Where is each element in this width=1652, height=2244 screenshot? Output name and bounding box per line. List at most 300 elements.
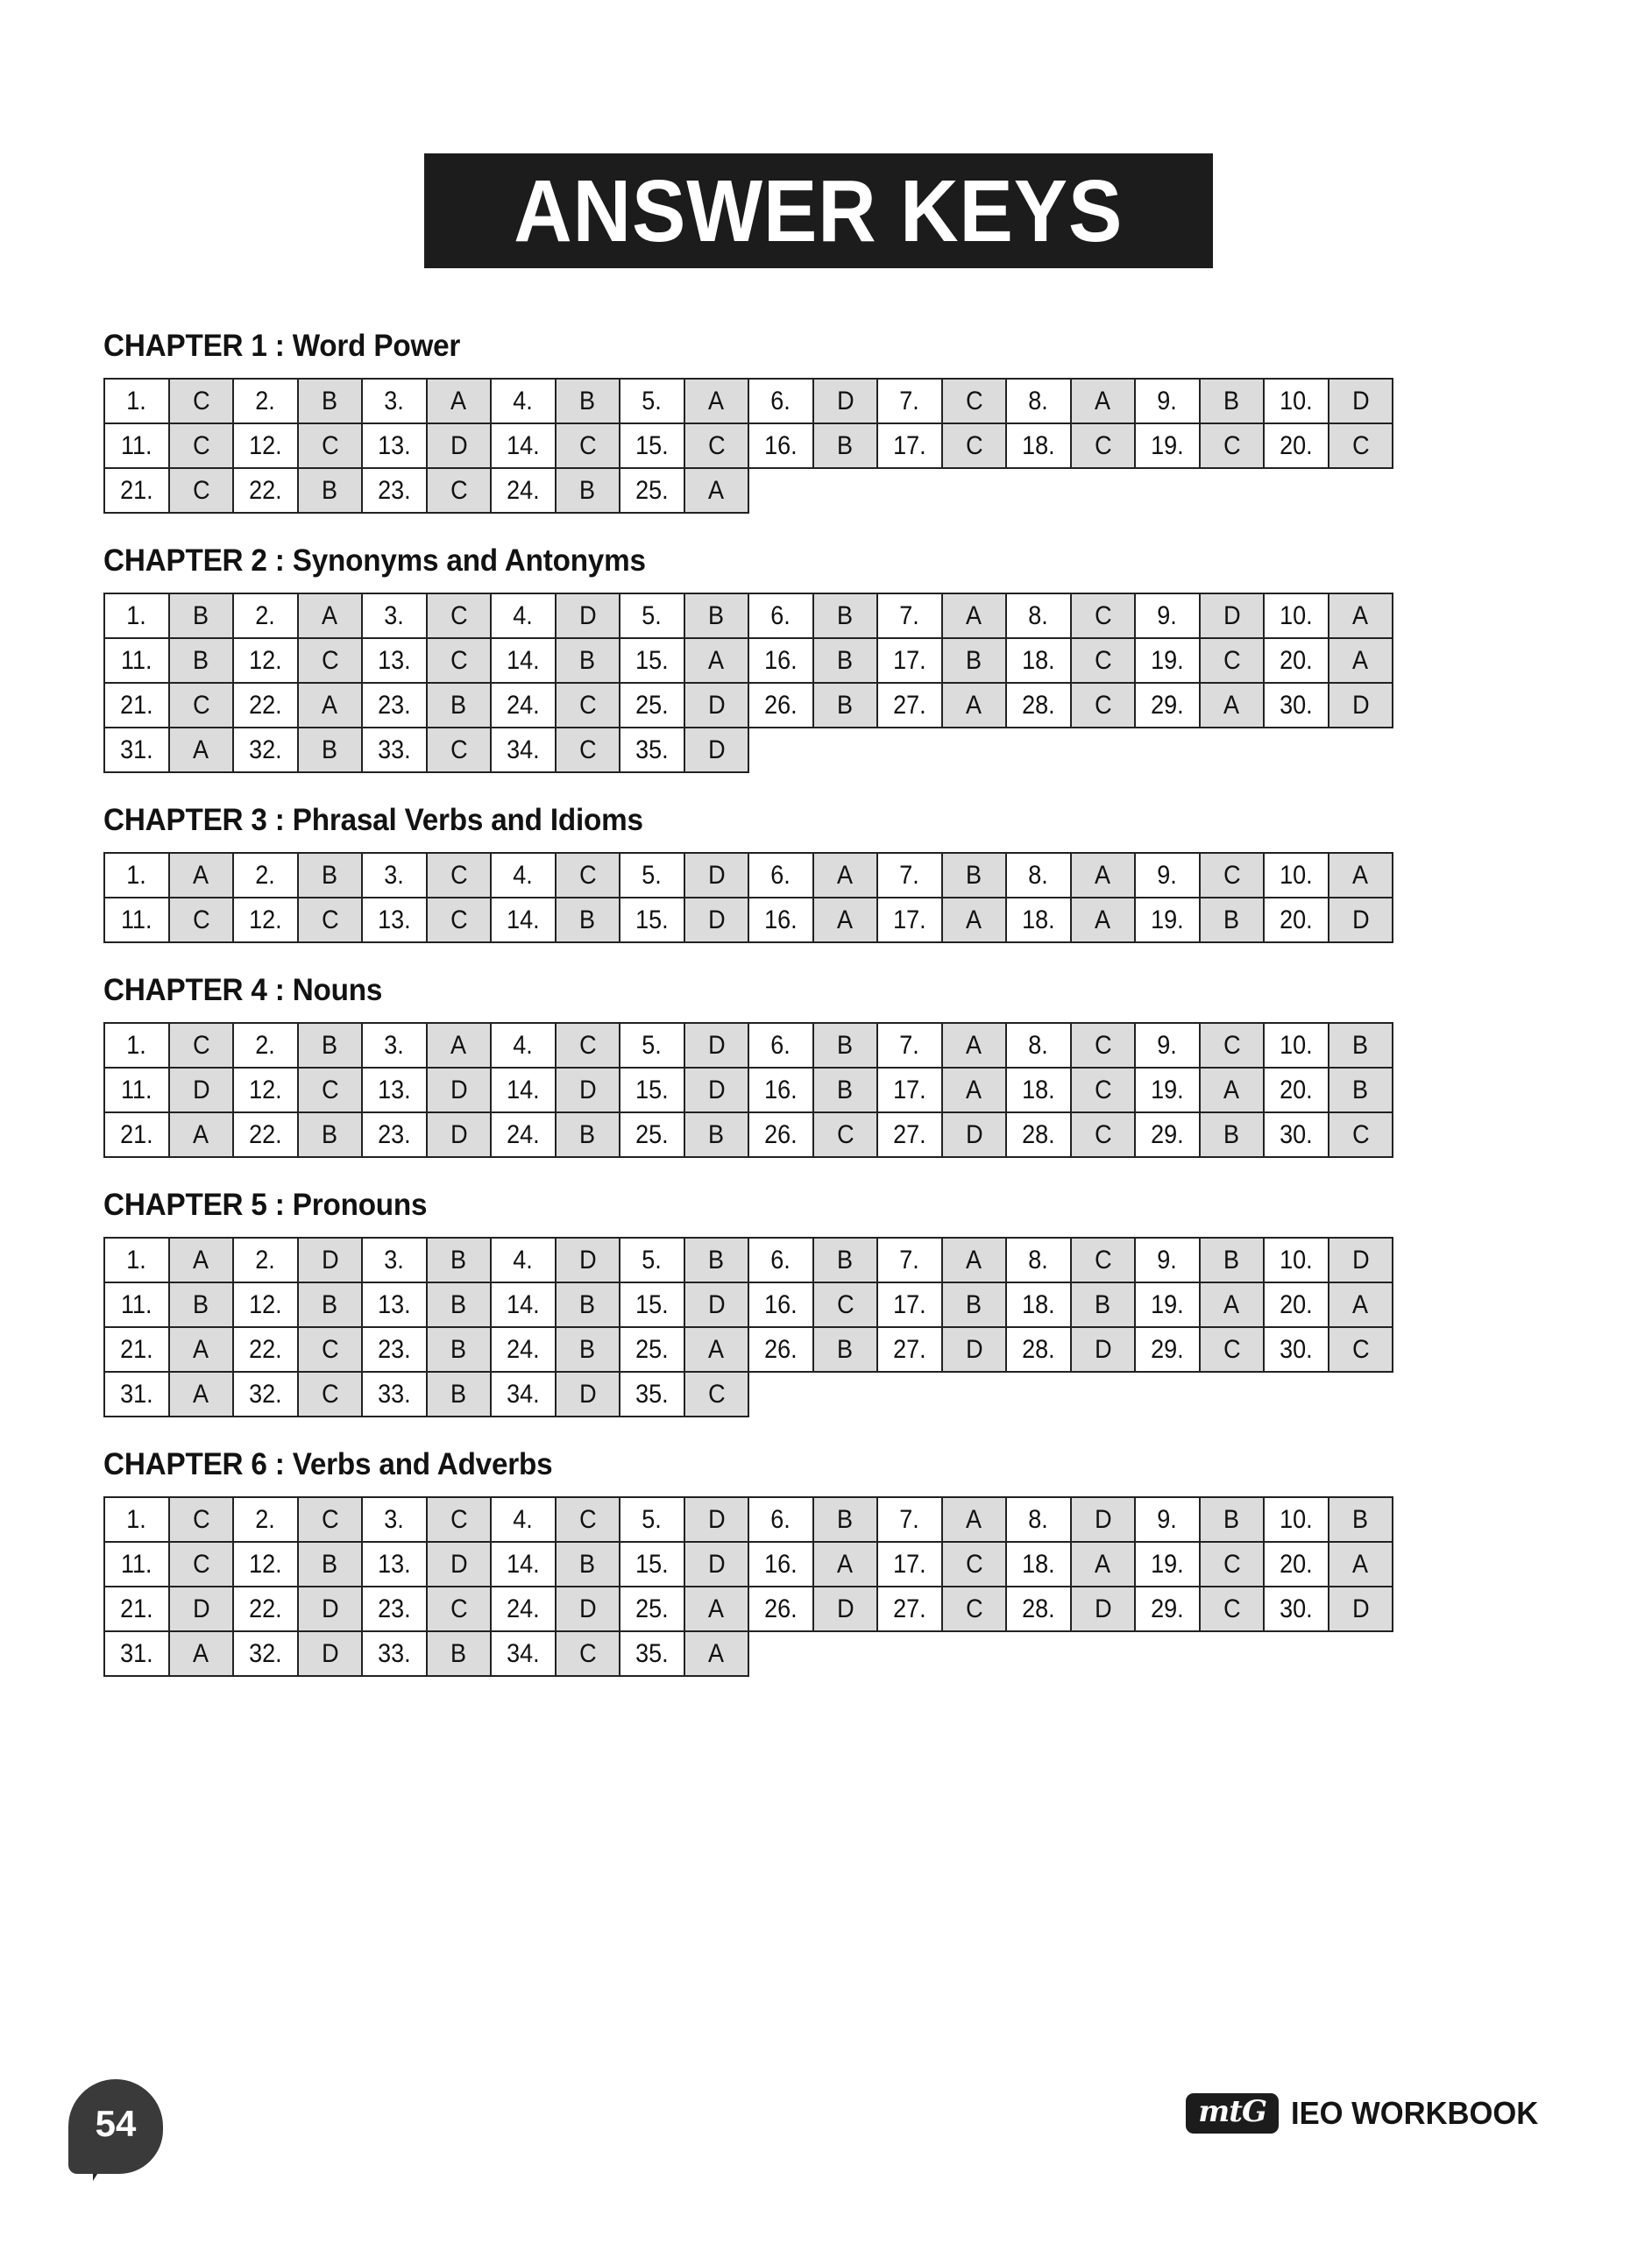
answer-option: B — [1352, 1504, 1369, 1534]
question-number: 6. — [770, 600, 791, 630]
answer-cell — [169, 1238, 233, 1282]
question-number-cell — [620, 1068, 684, 1112]
question-number-cell — [877, 1282, 942, 1327]
question-number: 25. — [635, 1594, 669, 1623]
question-number: 9. — [1157, 1504, 1178, 1534]
question-number: 17. — [893, 1549, 926, 1579]
answer-option: A — [1223, 1289, 1240, 1319]
answer-cell — [298, 728, 362, 772]
answer-cell — [684, 853, 748, 898]
answer-key-table — [103, 852, 1393, 943]
question-number-cell — [491, 379, 556, 423]
answer-option: D — [836, 1594, 854, 1623]
answer-option: D — [1223, 600, 1241, 630]
answer-cell — [427, 1068, 491, 1112]
answer-cell — [813, 1112, 877, 1157]
answer-option: C — [450, 475, 468, 505]
question-number-cell — [1006, 683, 1071, 728]
question-number: 16. — [764, 1075, 798, 1104]
question-number-cell — [233, 1631, 298, 1676]
question-number-cell — [1006, 638, 1071, 683]
question-number-cell — [362, 593, 427, 638]
answer-cell — [169, 1372, 233, 1417]
answer-option: B — [193, 600, 209, 630]
question-number: 18. — [1022, 1549, 1055, 1579]
question-number: 14. — [507, 905, 540, 934]
answer-cell — [427, 1542, 491, 1587]
question-number: 26. — [764, 1119, 798, 1149]
answer-option: B — [450, 690, 467, 720]
answer-cell — [1329, 683, 1393, 728]
question-number-cell — [491, 423, 556, 468]
answer-cell — [298, 468, 362, 513]
answer-cell — [813, 683, 877, 728]
answer-cell — [813, 1327, 877, 1372]
answer-option: D — [578, 1594, 597, 1623]
question-number: 17. — [893, 905, 926, 934]
question-number: 22. — [249, 1119, 282, 1149]
question-number-cell — [1006, 1497, 1071, 1542]
answer-option: C — [450, 1594, 468, 1623]
answer-cell — [427, 683, 491, 728]
answer-option: C — [192, 690, 210, 720]
question-number: 16. — [764, 905, 798, 934]
question-number-cell — [491, 1631, 556, 1676]
answer-cell — [1071, 1497, 1135, 1542]
answer-option: C — [1223, 645, 1241, 675]
question-number-cell — [620, 593, 684, 638]
question-number: 2. — [255, 600, 276, 630]
question-number-cell — [233, 468, 298, 513]
question-number-cell — [104, 1372, 169, 1417]
answer-cell — [169, 1282, 233, 1327]
answer-cell — [1329, 853, 1393, 898]
question-number-cell — [620, 898, 684, 942]
question-number: 11. — [121, 1075, 152, 1104]
question-number: 27. — [893, 690, 926, 720]
question-number-cell — [362, 683, 427, 728]
question-number-cell — [104, 683, 169, 728]
answer-option: D — [707, 735, 726, 764]
table-row — [104, 1372, 1393, 1417]
table-row — [104, 1327, 1393, 1372]
answer-option: C — [1094, 1245, 1112, 1275]
answer-option: B — [966, 645, 982, 675]
question-number: 24. — [507, 1334, 540, 1364]
question-number: 19. — [1151, 1549, 1184, 1579]
answer-cell — [942, 1068, 1006, 1112]
answer-option: D — [707, 690, 726, 720]
answer-cell — [556, 1497, 620, 1542]
answer-option: B — [837, 1245, 854, 1275]
answer-cell — [427, 1587, 491, 1631]
answer-option: C — [321, 1504, 339, 1534]
question-number: 15. — [635, 1289, 669, 1319]
answer-cell — [298, 1238, 362, 1282]
question-number: 13. — [378, 1289, 411, 1319]
question-number-cell — [620, 1023, 684, 1068]
answer-option: C — [450, 600, 468, 630]
answer-option: C — [321, 1075, 339, 1104]
question-number-cell — [748, 638, 813, 683]
answer-option: B — [1352, 1030, 1369, 1060]
question-number: 4. — [513, 1245, 534, 1275]
question-number: 28. — [1022, 1334, 1055, 1364]
question-number-cell — [748, 683, 813, 728]
question-number: 29. — [1151, 1594, 1184, 1623]
answer-option: C — [450, 1504, 468, 1534]
question-number: 2. — [255, 860, 276, 890]
question-number-cell — [362, 898, 427, 942]
answer-cell — [942, 1497, 1006, 1542]
chapter-heading: CHAPTER 4 : Nouns — [103, 973, 383, 1007]
question-number-cell — [491, 1023, 556, 1068]
question-number-cell — [1006, 1238, 1071, 1282]
question-number: 18. — [1022, 1075, 1055, 1104]
question-number: 6. — [770, 386, 791, 415]
question-number: 7. — [899, 860, 920, 890]
question-number: 34. — [507, 735, 540, 764]
question-number-cell — [104, 1068, 169, 1112]
question-number: 17. — [893, 1075, 926, 1104]
answer-option: C — [578, 860, 597, 890]
answer-option: A — [193, 1334, 209, 1364]
table-row — [104, 1068, 1393, 1112]
answer-option: A — [193, 1638, 209, 1668]
answer-cell — [813, 593, 877, 638]
answer-cell — [427, 379, 491, 423]
answer-cell — [1071, 683, 1135, 728]
question-number-cell — [620, 638, 684, 683]
answer-cell — [942, 898, 1006, 942]
table-row — [104, 1023, 1393, 1068]
question-number: 2. — [255, 1504, 276, 1534]
answer-cell — [942, 638, 1006, 683]
answer-cell — [556, 1542, 620, 1587]
answer-option: B — [579, 1119, 596, 1149]
question-number: 6. — [770, 1030, 791, 1060]
question-number-cell — [233, 1497, 298, 1542]
answer-option: D — [578, 600, 597, 630]
question-number: 29. — [1151, 1334, 1184, 1364]
question-number: 12. — [249, 1549, 282, 1579]
question-number: 30. — [1280, 690, 1313, 720]
answer-option: A — [450, 386, 467, 415]
question-number-cell — [362, 1112, 427, 1157]
question-number: 21. — [120, 475, 153, 505]
question-number-cell — [491, 1282, 556, 1327]
question-number: 10. — [1280, 600, 1313, 630]
answer-key-table — [103, 593, 1393, 773]
answer-option: B — [1223, 905, 1240, 934]
chapter-block — [103, 973, 1549, 1158]
answer-key-table — [103, 1496, 1393, 1677]
answer-option: B — [837, 430, 854, 460]
answer-cell — [684, 1497, 748, 1542]
answer-cell — [813, 1542, 877, 1587]
question-number: 8. — [1028, 600, 1049, 630]
question-number: 1. — [126, 1245, 147, 1275]
answer-option: C — [450, 860, 468, 890]
answer-option: C — [1094, 1030, 1112, 1060]
question-number: 10. — [1280, 1245, 1313, 1275]
answer-option: D — [707, 1289, 726, 1319]
answer-cell — [1329, 638, 1393, 683]
answer-option: D — [1094, 1594, 1112, 1623]
answer-cell — [684, 638, 748, 683]
question-number: 26. — [764, 1594, 798, 1623]
question-number-cell — [877, 1497, 942, 1542]
question-number-cell — [233, 1238, 298, 1282]
question-number: 23. — [378, 1119, 411, 1149]
question-number-cell — [620, 423, 684, 468]
question-number-cell — [748, 1497, 813, 1542]
answer-cell — [942, 1327, 1006, 1372]
answer-option: C — [836, 1289, 854, 1319]
question-number-cell — [877, 423, 942, 468]
question-number: 3. — [384, 1504, 405, 1534]
answer-cell — [813, 1282, 877, 1327]
answer-cell — [942, 1542, 1006, 1587]
answer-cell — [556, 1112, 620, 1157]
question-number-cell — [748, 423, 813, 468]
answer-option: B — [579, 1289, 596, 1319]
answer-option: C — [1094, 430, 1112, 460]
question-number: 11. — [121, 645, 152, 675]
question-number-cell — [233, 1068, 298, 1112]
chapter-heading: CHAPTER 5 : Pronouns — [103, 1188, 428, 1222]
question-number: 1. — [126, 600, 147, 630]
question-number: 3. — [384, 1030, 405, 1060]
answer-option: B — [708, 600, 725, 630]
table-row — [104, 1112, 1393, 1157]
answer-cell — [684, 1631, 748, 1676]
answer-option: B — [450, 1245, 467, 1275]
answer-cell — [427, 1112, 491, 1157]
question-number-cell — [491, 1372, 556, 1417]
answer-cell — [942, 1282, 1006, 1327]
answer-cell — [1071, 1112, 1135, 1157]
question-number-cell — [748, 1023, 813, 1068]
question-number: 33. — [378, 1379, 411, 1409]
question-number-cell — [1264, 1587, 1329, 1631]
table-row — [104, 728, 1393, 772]
answer-option: D — [1094, 1334, 1112, 1364]
answer-option: D — [707, 1075, 726, 1104]
answer-cell — [1329, 1497, 1393, 1542]
question-number: 17. — [893, 1289, 926, 1319]
question-number-cell — [233, 1542, 298, 1587]
answer-cell — [556, 1327, 620, 1372]
answer-option: A — [708, 386, 725, 415]
answer-cell — [813, 1587, 877, 1631]
answer-cell — [1200, 898, 1264, 942]
answer-option: B — [322, 1289, 338, 1319]
answer-cell — [942, 1587, 1006, 1631]
answer-option: D — [578, 1245, 597, 1275]
question-number-cell — [1264, 1542, 1329, 1587]
question-number-cell — [1264, 1068, 1329, 1112]
chapter-block — [103, 1188, 1549, 1417]
question-number: 10. — [1280, 386, 1313, 415]
chapter-heading: CHAPTER 2 : Synonyms and Antonyms — [103, 543, 646, 578]
answer-cell — [556, 638, 620, 683]
answer-cell — [298, 1497, 362, 1542]
question-number: 33. — [378, 735, 411, 764]
question-number: 5. — [642, 1030, 663, 1060]
answer-cell — [942, 379, 1006, 423]
answer-cell — [1200, 1587, 1264, 1631]
answer-cell — [298, 898, 362, 942]
question-number: 21. — [120, 1334, 153, 1364]
answer-cell — [684, 1238, 748, 1282]
answer-option: C — [836, 1119, 854, 1149]
answer-option: D — [707, 1030, 726, 1060]
answer-option: C — [1223, 1030, 1241, 1060]
answer-option: D — [707, 1549, 726, 1579]
answer-cell — [1071, 638, 1135, 683]
question-number: 15. — [635, 645, 669, 675]
answer-cell — [298, 1631, 362, 1676]
answer-option: C — [578, 430, 597, 460]
answer-cell — [427, 1497, 491, 1542]
question-number: 21. — [120, 690, 153, 720]
question-number-cell — [1135, 1023, 1200, 1068]
answer-option: B — [966, 860, 982, 890]
question-number: 11. — [121, 430, 152, 460]
answer-option: A — [966, 1075, 982, 1104]
question-number-cell — [362, 1587, 427, 1631]
page-number: 54 — [95, 2103, 137, 2144]
answer-cell — [1329, 1068, 1393, 1112]
answer-option: D — [1351, 1245, 1370, 1275]
answer-option: D — [192, 1594, 210, 1623]
answer-option: C — [192, 1030, 210, 1060]
answer-option: B — [837, 1504, 854, 1534]
question-number-cell — [362, 1238, 427, 1282]
question-number-cell — [1264, 853, 1329, 898]
answer-option: C — [578, 1504, 597, 1534]
answer-key-table — [103, 378, 1393, 514]
question-number-cell — [233, 683, 298, 728]
question-number: 15. — [635, 1549, 669, 1579]
question-number-cell — [491, 1238, 556, 1282]
answer-cell — [1071, 1238, 1135, 1282]
answer-cell — [813, 638, 877, 683]
question-number-cell — [362, 638, 427, 683]
question-number: 31. — [120, 1379, 153, 1409]
answer-cell — [169, 1068, 233, 1112]
question-number-cell — [233, 728, 298, 772]
answer-option: D — [321, 1594, 339, 1623]
question-number: 27. — [893, 1594, 926, 1623]
question-number: 7. — [899, 386, 920, 415]
question-number-cell — [748, 379, 813, 423]
answer-cell — [1071, 379, 1135, 423]
answer-option: B — [450, 1379, 467, 1409]
table-row — [104, 1282, 1393, 1327]
answer-cell — [1329, 423, 1393, 468]
question-number-cell — [1135, 1282, 1200, 1327]
answer-cell — [1329, 898, 1393, 942]
answer-cell — [298, 1372, 362, 1417]
answer-cell — [813, 423, 877, 468]
answer-option: B — [193, 645, 209, 675]
question-number: 15. — [635, 905, 669, 934]
question-number-cell — [877, 593, 942, 638]
answer-option: C — [1094, 645, 1112, 675]
workbook-label: IEO WORKBOOK — [1291, 2094, 1539, 2131]
table-row — [104, 1542, 1393, 1587]
question-number: 22. — [249, 1594, 282, 1623]
answer-cell — [1200, 1327, 1264, 1372]
question-number-cell — [104, 1542, 169, 1587]
answer-option: A — [1352, 860, 1369, 890]
answer-cell — [1200, 1023, 1264, 1068]
answer-cell — [298, 1112, 362, 1157]
answer-cell — [1200, 1282, 1264, 1327]
question-number: 24. — [507, 690, 540, 720]
question-number: 35. — [635, 1638, 669, 1668]
question-number-cell — [104, 593, 169, 638]
answer-option: A — [708, 1638, 725, 1668]
answer-cell — [1071, 593, 1135, 638]
question-number-cell — [877, 1068, 942, 1112]
answer-option: B — [322, 1119, 338, 1149]
answer-option: D — [450, 1075, 468, 1104]
mtg-logo-text: mtG — [1198, 2094, 1266, 2129]
answer-option: C — [707, 1379, 726, 1409]
question-number-cell — [1006, 593, 1071, 638]
question-number-cell — [362, 1372, 427, 1417]
question-number: 3. — [384, 1245, 405, 1275]
answer-cell — [1200, 1112, 1264, 1157]
answer-cell — [1200, 683, 1264, 728]
question-number: 6. — [770, 1245, 791, 1275]
question-number-cell — [1006, 1068, 1071, 1112]
question-number-cell — [362, 1282, 427, 1327]
question-number-cell — [233, 1023, 298, 1068]
question-number-cell — [620, 1112, 684, 1157]
page-title: ANSWER KEYS — [514, 161, 1124, 260]
question-number-cell — [620, 1372, 684, 1417]
answer-cell — [556, 423, 620, 468]
answer-option: D — [707, 905, 726, 934]
answer-cell — [942, 1112, 1006, 1157]
answer-cell — [556, 1631, 620, 1676]
question-number-cell — [1264, 638, 1329, 683]
question-number-cell — [1006, 1542, 1071, 1587]
question-number-cell — [491, 468, 556, 513]
answer-option: D — [578, 1075, 597, 1104]
answer-option: D — [1351, 690, 1370, 720]
question-number-cell — [104, 1023, 169, 1068]
answer-option: D — [707, 1504, 726, 1534]
answer-cell — [1200, 638, 1264, 683]
question-number-cell — [748, 593, 813, 638]
answer-option: C — [1351, 430, 1370, 460]
question-number: 13. — [378, 905, 411, 934]
question-number: 12. — [249, 430, 282, 460]
answer-option: C — [1094, 690, 1112, 720]
question-number: 29. — [1151, 1119, 1184, 1149]
answer-cell — [298, 593, 362, 638]
question-number: 25. — [635, 1334, 669, 1364]
question-number-cell — [1135, 1112, 1200, 1157]
answer-option: A — [837, 905, 854, 934]
question-number-cell — [1135, 379, 1200, 423]
answer-option: C — [192, 1549, 210, 1579]
